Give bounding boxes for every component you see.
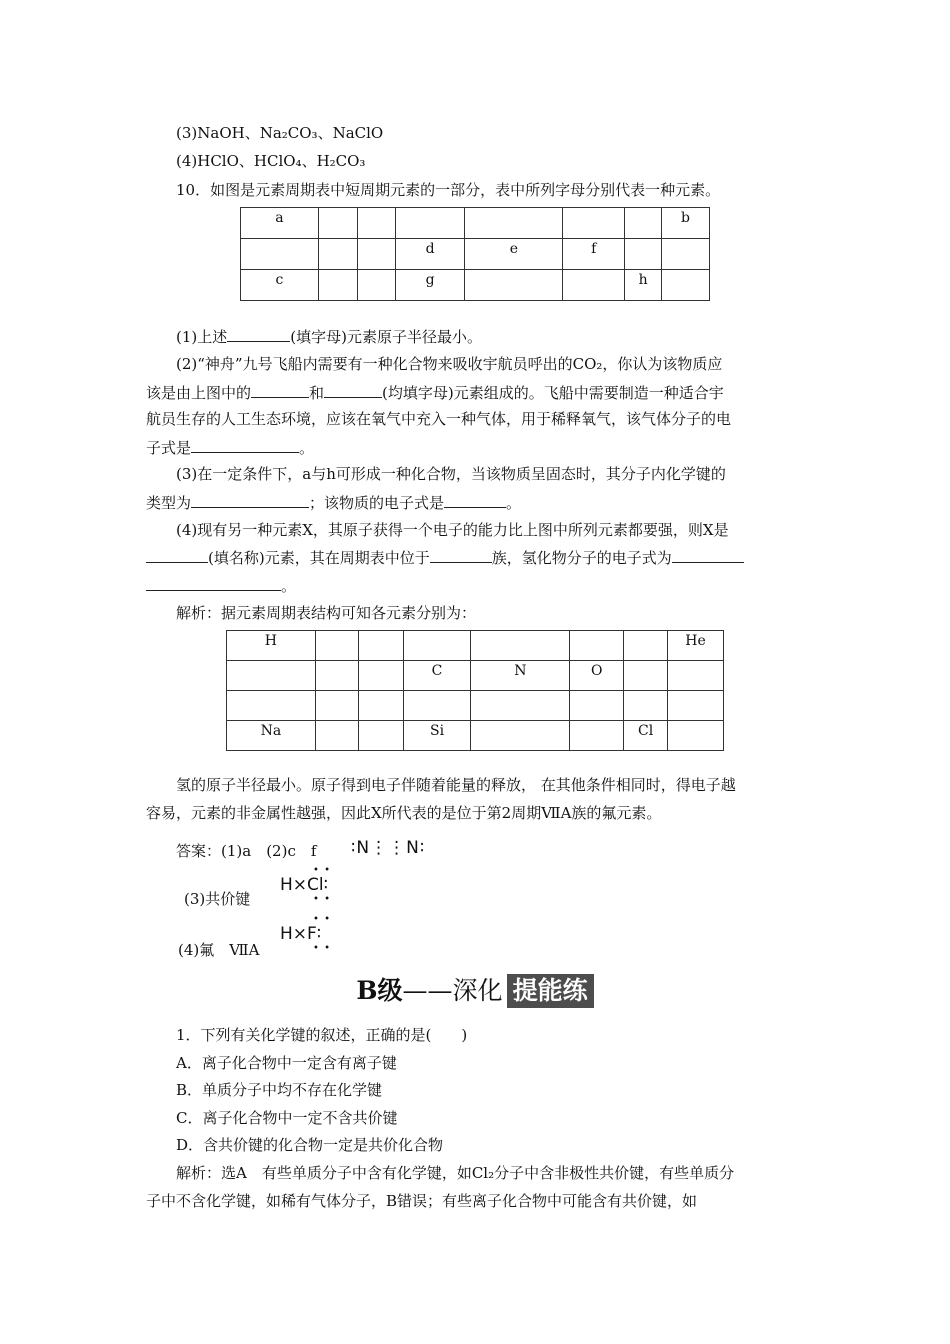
table-cell (570, 691, 624, 721)
table-cell (624, 691, 668, 721)
question-1-stem: 1．下列有关化学键的叙述，正确的是( ) (176, 1026, 468, 1044)
analysis-intro: 解析：据元素周期表结构可知各元素分别为： (176, 604, 477, 622)
blank-3a[interactable] (191, 492, 309, 508)
table-row (227, 631, 724, 661)
table-row (241, 239, 710, 270)
table-cell (403, 631, 471, 661)
p3-text-a: 类型为 (146, 494, 192, 512)
blank-4d[interactable] (146, 575, 281, 591)
table-cell: b (662, 208, 710, 239)
q10-part-3-line2 (146, 492, 521, 513)
q10-part-2-line3: 航员生存的人工生态环境，应该在氧气中充入一种气体，用于稀释氧气，该气体分子的电 (146, 410, 732, 428)
option-c[interactable]: C．离子化合物中一定不含共价键 (176, 1109, 398, 1127)
table-cell (624, 661, 668, 691)
blank-2c[interactable] (191, 437, 299, 453)
blank-1[interactable] (227, 326, 290, 342)
p4-text-c: 。 (281, 577, 297, 595)
table-cell (563, 208, 625, 239)
blank-4a[interactable] (146, 547, 208, 563)
hcl-bottom-dots: • • (313, 894, 331, 905)
table-cell (318, 239, 357, 270)
table-cell (471, 691, 570, 721)
table-cell (315, 631, 358, 661)
table-cell (358, 661, 403, 691)
blank-2a[interactable] (251, 382, 309, 398)
q10-part-2-line1: (2)“神舟”九号飞船内需要有一种化合物来吸收宇航员呼出的CO₂，你认为该物质应 (176, 355, 723, 373)
q10-part-1 (176, 326, 482, 347)
answer-3: (3)共价键 (184, 890, 251, 908)
table-cell (570, 721, 624, 751)
table-cell (318, 208, 357, 239)
table-cell (668, 691, 724, 721)
table-row (227, 691, 724, 721)
answer-line-4: (4)HClO、HClO₄、H₂CO₃ (176, 152, 366, 170)
section-boxed-title: 提能练 (507, 974, 594, 1008)
p2-text-c: (均填字母)元素组成的。飞船中需要制造一种适合宇 (382, 384, 724, 402)
table-row (227, 721, 724, 751)
table-cell: d (395, 239, 465, 270)
p4-text-a: (填名称)元素，其在周期表中位于 (208, 549, 430, 567)
table-cell (357, 208, 395, 239)
p3-text-c: 。 (506, 494, 522, 512)
table-cell: C (403, 661, 471, 691)
hf-top-dots: • • (313, 914, 331, 925)
answer-line-3: (3)NaOH、Na₂CO₃、NaClO (176, 124, 384, 142)
q1-analysis-line2: 子中不含化学键，如稀有气体分子，B错误；有些离子化合物中可能含有共价键，如 (146, 1192, 698, 1210)
table-cell: e (465, 239, 563, 270)
table-cell (357, 239, 395, 270)
q10-part-2-line4 (146, 437, 314, 458)
table-cell (662, 239, 710, 270)
table-cell: H (227, 631, 316, 661)
table-cell (315, 721, 358, 751)
table-row (241, 270, 710, 301)
table-cell (403, 691, 471, 721)
n2-electron-formula: ∶N⋮⋮N∶ (351, 838, 426, 858)
hcl-electron-formula: H×Cl∶ (280, 875, 329, 895)
p1-text-a: (1)上述 (176, 328, 228, 346)
table-cell (315, 691, 358, 721)
table-cell (668, 661, 724, 691)
table-cell: Cl (624, 721, 668, 751)
answer-4: (4)氟 ⅦA (178, 941, 260, 959)
p3-text-b: ；该物质的电子式是 (309, 494, 445, 512)
blank-4b[interactable] (430, 547, 492, 563)
periodic-table-letters (240, 207, 710, 301)
table-cell (227, 661, 316, 691)
table-cell (570, 631, 624, 661)
p1-text-b: (填字母)元素原子半径最小。 (290, 328, 482, 346)
table-cell (625, 208, 662, 239)
option-d[interactable]: D．含共价键的化合物一定是共价化合物 (176, 1136, 444, 1154)
table-cell (241, 239, 319, 270)
q10-part-2-line2 (146, 382, 724, 403)
table-cell: N (471, 661, 570, 691)
table-cell (315, 661, 358, 691)
table-cell: Na (227, 721, 316, 751)
table-cell (668, 721, 724, 751)
answer-1-2: 答案：(1)a (2)c f (176, 842, 317, 860)
p2-text-d: 子式是 (146, 439, 192, 457)
section-level: B级 (356, 976, 403, 1005)
table-cell (563, 270, 625, 301)
table-cell (357, 270, 395, 301)
table-cell: c (241, 270, 319, 301)
option-b[interactable]: B．单质分子中均不存在化学键 (176, 1081, 383, 1099)
blank-3b[interactable] (444, 492, 506, 508)
table-cell (471, 631, 570, 661)
explanation-line2: 容易，元素的非金属性越强，因此X所代表的是位于第2周期ⅦA族的氟元素。 (146, 804, 662, 822)
q1-analysis-line1: 解析：选A 有些单质分子中含有化学键，如Cl₂分子中含非极性共价键，有些单质分 (176, 1164, 735, 1182)
section-word: 深化 (452, 976, 503, 1005)
table-cell: g (395, 270, 465, 301)
blank-4c[interactable] (672, 547, 744, 563)
table-row (227, 661, 724, 691)
periodic-table-elements (226, 630, 724, 751)
blank-2b[interactable] (324, 382, 382, 398)
table-cell (625, 239, 662, 270)
option-a[interactable]: A．离子化合物中一定含有离子键 (176, 1054, 397, 1072)
table-cell: f (563, 239, 625, 270)
table-cell (358, 631, 403, 661)
section-dash: —— (402, 976, 453, 1005)
table-cell: a (241, 208, 319, 239)
table-cell (227, 691, 316, 721)
table-cell: O (570, 661, 624, 691)
p4-text-b: 族，氢化物分子的电子式为 (491, 549, 672, 567)
section-heading (0, 974, 950, 1008)
table-cell (358, 691, 403, 721)
table-cell (662, 270, 710, 301)
q10-part-3-line1: (3)在一定条件下，a与h可形成一种化合物，当该物质呈固态时，其分子内化学键的 (176, 465, 726, 483)
table-cell (358, 721, 403, 751)
table-cell: He (668, 631, 724, 661)
hcl-top-dots: • • (313, 865, 331, 876)
q10-part-4-line1: (4)现有另一种元素X，其原子获得一个电子的能力比上图中所列元素都要强，则X是 (176, 521, 729, 539)
table-cell (395, 208, 465, 239)
hf-electron-formula: H×F∶ (280, 924, 322, 944)
hf-bottom-dots: • • (313, 943, 331, 954)
question-10-stem: 10．如图是元素周期表中短周期元素的一部分，表中所列字母分别代表一种元素。 (176, 181, 721, 199)
table-cell: h (625, 270, 662, 301)
p2-text-a: 该是由上图中的 (146, 384, 252, 402)
explanation-line1: 氢的原子半径最小。原子得到电子伴随着能量的释放， 在其他条件相同时，得电子越 (176, 776, 736, 794)
table-cell (624, 631, 668, 661)
table-cell (318, 270, 357, 301)
table-cell: Si (403, 721, 471, 751)
table-row (241, 208, 710, 239)
q10-part-4-line3 (146, 575, 296, 596)
p2-text-b: 和 (309, 384, 325, 402)
table-cell (471, 721, 570, 751)
q10-part-4-line2 (146, 547, 744, 568)
p2-text-e: 。 (299, 439, 315, 457)
table-cell (465, 208, 563, 239)
table-cell (465, 270, 563, 301)
